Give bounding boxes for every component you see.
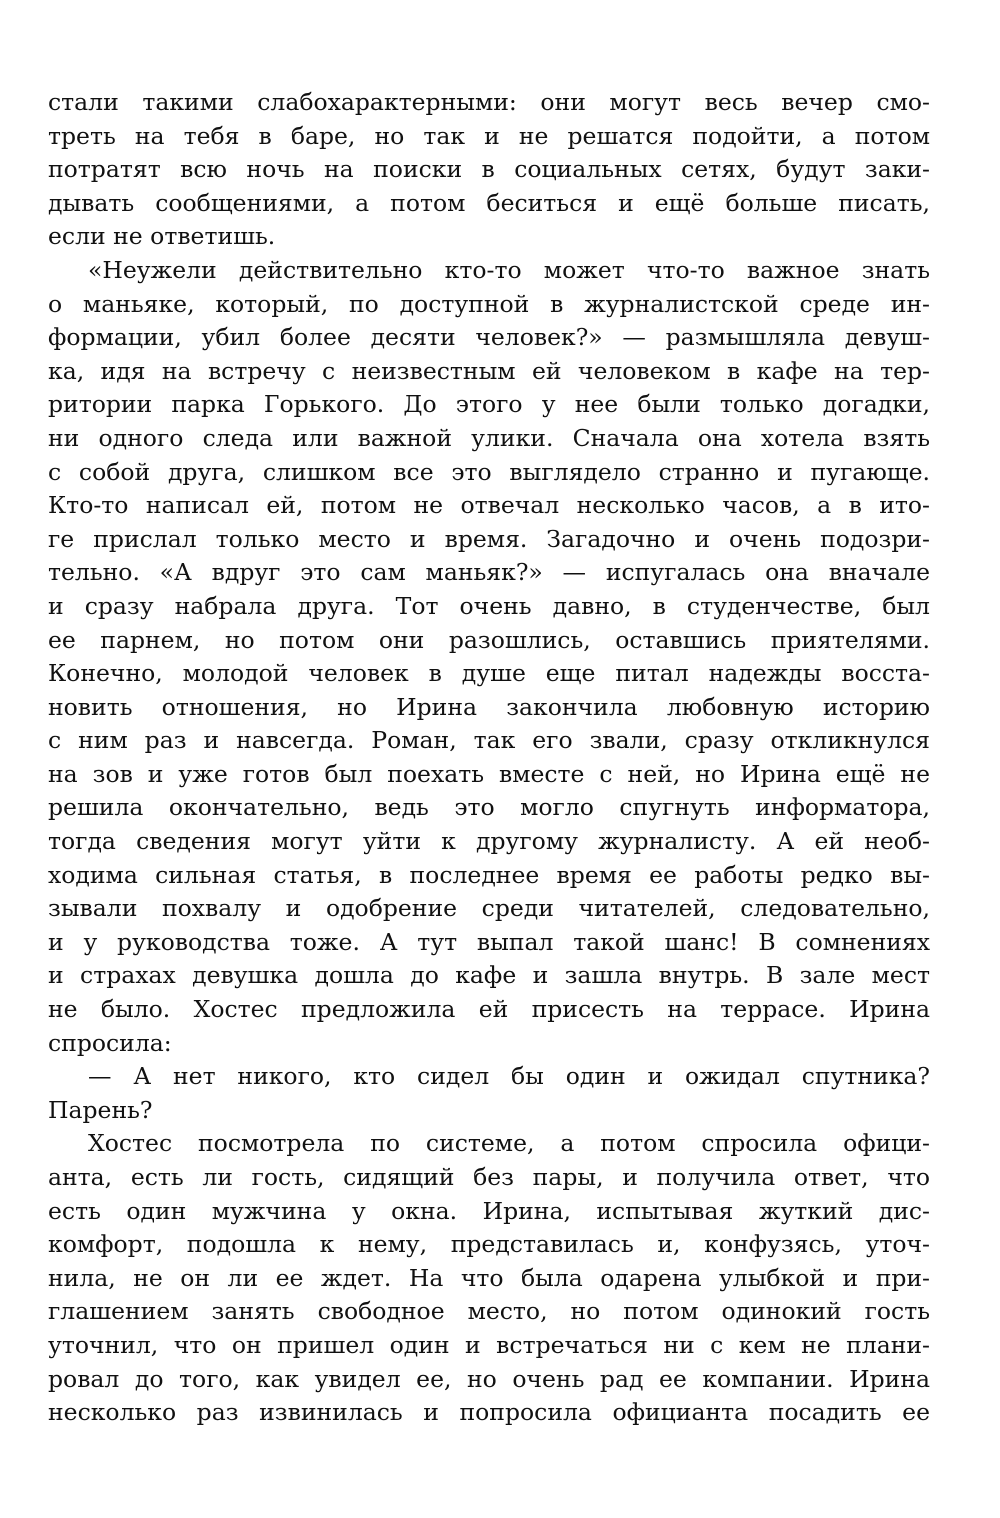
text-line: тельно. «А вдруг это сам маньяк?» — испугалась она вначале <box>48 558 930 587</box>
text-line: ровал до того, как увидел ее, но очень рад ее компании. Ирина <box>48 1364 930 1393</box>
text-line: — А нет никого, кто сидел бы один и ожидал спутника? <box>88 1062 930 1091</box>
text-line: стали такими слабохарактерными: они могут весь вечер смо- <box>48 88 930 116</box>
text-line: решила окончательно, ведь это могло спугнуть информатора, <box>48 793 930 822</box>
text-line: ритории парка Горького. До этого у нее были только догадки, <box>48 390 930 419</box>
page-body-text <box>48 86 930 1430</box>
text-line: и у руководства тоже. А тут выпал такой шанс! В сомнениях <box>48 927 930 956</box>
text-line: о маньяке, который, по доступной в журналистской среде ин- <box>48 289 930 318</box>
text-line: ка, идя на встречу с неизвестным ей человеком в кафе на тер- <box>48 356 930 385</box>
text-line: ге прислал только место и время. Загадочно и очень подозри- <box>48 524 930 553</box>
text-line: и страхах девушка дошла до кафе и зашла внутрь. В зале мест <box>48 961 930 990</box>
text-line: дывать сообщениями, а потом беситься и ещё больше писать, <box>48 188 930 217</box>
text-line: уточнил, что он пришел один и встречаться ни с кем не плани- <box>48 1330 930 1359</box>
text-line: нила, не он ли ее ждет. На что была одарена улыбкой и при- <box>48 1263 930 1292</box>
text-line: ни одного следа или важной улики. Сначала она хотела взять <box>48 423 930 452</box>
text-line: комфорт, подошла к нему, представилась и, конфузясь, уточ- <box>48 1230 930 1259</box>
text-line: с собой друга, слишком все это выглядело странно и пугающе. <box>48 457 930 486</box>
text-line: «Неужели действительно кто-то может что-то важное знать <box>88 255 930 284</box>
text-line: если не ответишь. <box>48 222 276 251</box>
text-line: тогда сведения могут уйти к другому журналисту. А ей необ- <box>48 827 930 856</box>
text-line: Конечно, молодой человек в душе еще питал надежды восста- <box>48 659 930 688</box>
text-line: формации, убил более десяти человек?» — размышляла девуш- <box>48 323 930 352</box>
text-line: Кто-то написал ей, потом не отвечал несколько часов, а в ито- <box>48 491 930 520</box>
text-line: Парень? <box>48 1095 153 1124</box>
text-line: на зов и уже готов был поехать вместе с ней, но Ирина ещё не <box>48 759 930 788</box>
text-line: спросила: <box>48 1028 172 1057</box>
text-line: ее парнем, но потом они разошлись, оставшись приятелями. <box>48 625 930 654</box>
text-line: и сразу набрала друга. Тот очень давно, в студенчестве, был <box>48 591 930 620</box>
text-line: ходима сильная статья, в последнее время ее работы редко вы- <box>48 860 930 889</box>
text-line: анта, есть ли гость, сидящий без пары, и получила ответ, что <box>48 1163 930 1191</box>
text-line: не было. Хостес предложила ей присесть на террасе. Ирина <box>48 995 930 1024</box>
text-line: треть на тебя в баре, но так и не решатся подойти, а потом <box>48 121 930 150</box>
text-line: есть один мужчина у окна. Ирина, испытывая жуткий дис- <box>48 1196 930 1225</box>
text-line: потратят всю ночь на поиски в социальных сетях, будут заки- <box>48 155 930 184</box>
text-line: Хостес посмотрела по системе, а потом спросила офици- <box>88 1129 930 1158</box>
text-line: зывали похвалу и одобрение среди читателей, следовательно, <box>48 894 930 923</box>
text-line: глашением занять свободное место, но потом одинокий гость <box>48 1297 930 1326</box>
text-line: новить отношения, но Ирина закончила любовную историю <box>48 692 930 721</box>
text-line: несколько раз извинилась и попросила официанта посадить ее <box>48 1398 930 1427</box>
text-line: с ним раз и навсегда. Роман, так его звали, сразу откликнулся <box>48 726 930 755</box>
